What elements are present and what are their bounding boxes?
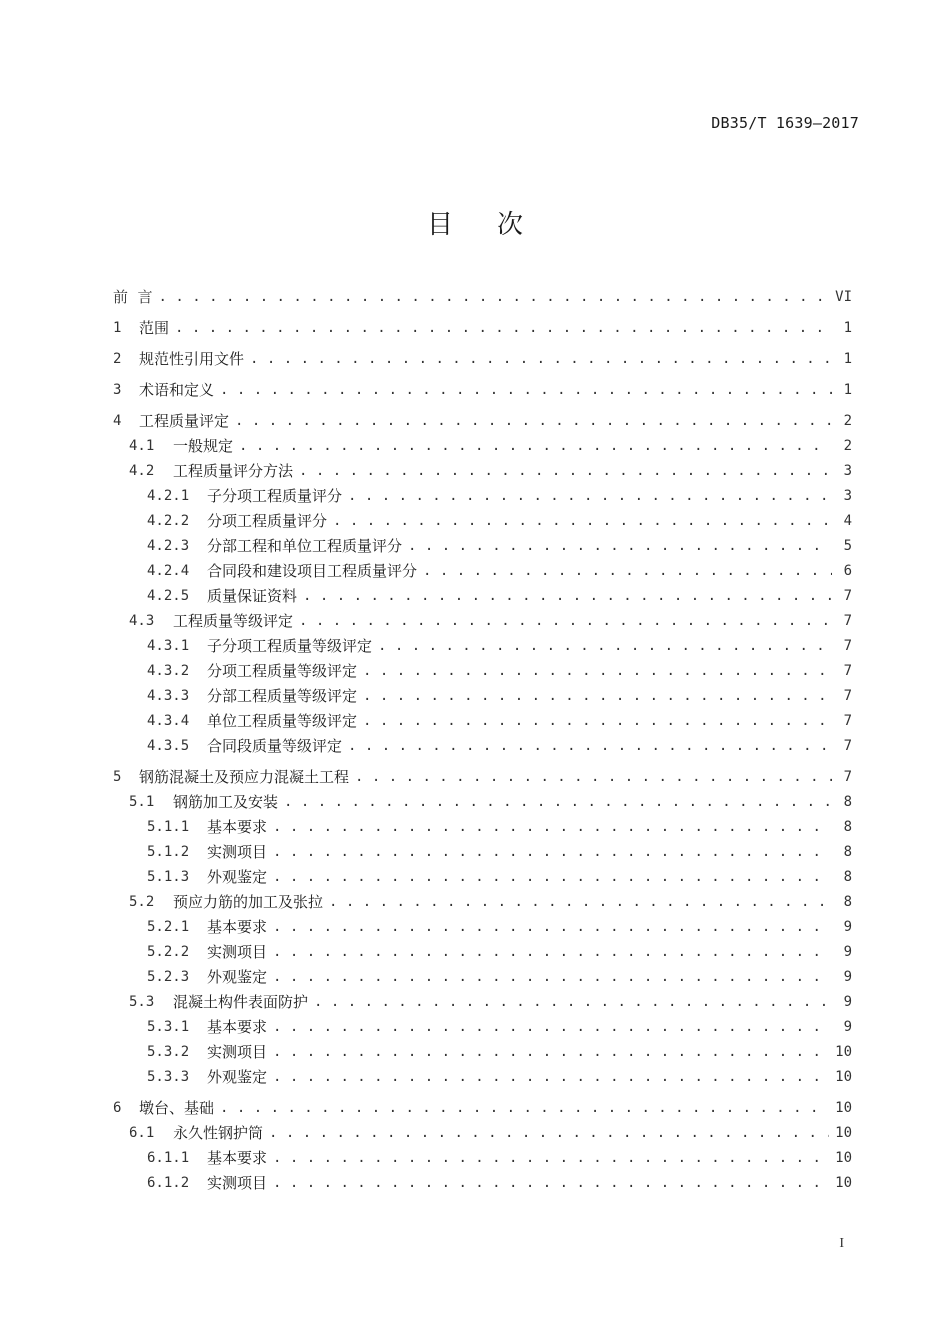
toc-entry[interactable]: [113, 1096, 852, 1121]
toc-entry-title: 单位工程质量等级评定: [207, 712, 358, 730]
toc-entry-title: 范围: [139, 319, 170, 337]
toc-entry-title: 外观鉴定: [207, 868, 268, 886]
toc-leader-dots: [273, 965, 832, 990]
toc-entry-page: 7: [843, 769, 852, 785]
toc-entry-title: 混凝土构件表面防护: [173, 993, 309, 1011]
toc-leader-dots: [303, 584, 832, 609]
toc-entry[interactable]: [113, 840, 852, 865]
toc-entry-number: 5.1.2: [147, 844, 190, 860]
toc-entry-page: 10: [835, 1069, 852, 1085]
toc-entry-page: 10: [835, 1044, 852, 1060]
toc-entry-page: 3: [843, 488, 852, 504]
toc-entry-page: 8: [843, 894, 852, 910]
toc-entry-page: 7: [843, 713, 852, 729]
toc-leader-dots: [348, 734, 832, 759]
toc-entry-number: 5.2.2: [147, 944, 190, 960]
toc-leader-dots: [273, 1171, 829, 1196]
toc-entry-page: 8: [843, 794, 852, 810]
toc-leader-dots: [363, 709, 832, 734]
toc-leader-dots: [314, 990, 832, 1015]
toc-entry[interactable]: [113, 285, 852, 310]
toc-entry[interactable]: [113, 1146, 852, 1171]
toc-entry-title: 合同段质量等级评定: [207, 737, 343, 755]
toc-leader-dots: [273, 865, 832, 890]
toc-entry-page: 5: [843, 538, 852, 554]
toc-entry[interactable]: [113, 940, 852, 965]
toc-entry[interactable]: [113, 347, 852, 372]
toc-entry-page: 9: [843, 994, 852, 1010]
page-number: I: [839, 1236, 844, 1251]
toc-leader-dots: [250, 347, 832, 372]
document-code: DB35/T 1639—2017: [711, 114, 859, 132]
toc-entry-number: 4.3.4: [147, 713, 190, 729]
toc-entry-number: 6.1.2: [147, 1175, 190, 1191]
toc-leader-dots: [273, 1040, 829, 1065]
toc-entry-number: 4.2.4: [147, 563, 190, 579]
toc-leader-dots: [235, 409, 832, 434]
toc-entry-page: 9: [843, 1019, 852, 1035]
toc-entry-title: 永久性钢护筒: [173, 1124, 264, 1142]
toc-entry-title: 实测项目: [207, 1043, 268, 1061]
toc-leader-dots: [408, 534, 832, 559]
toc-leader-dots: [273, 940, 832, 965]
toc-entry-title: 基本要求: [207, 1149, 268, 1167]
toc-entry-number: 4.2: [129, 463, 155, 479]
toc-entry-number: 3: [113, 382, 122, 398]
toc-leader-dots: [175, 316, 832, 341]
toc-entry-title: 实测项目: [207, 943, 268, 961]
toc-entry-title: 墩台、基础: [139, 1099, 215, 1117]
toc-entry-title: 预应力筋的加工及张拉: [173, 893, 324, 911]
toc-entry-number: 5: [113, 769, 122, 785]
toc-entry-number: 6.1: [129, 1125, 155, 1141]
toc-entry-number: 4.3.5: [147, 738, 190, 754]
toc-entry-page: 1: [843, 382, 852, 398]
toc-entry-title: 实测项目: [207, 843, 268, 861]
toc-entry-page: 1: [843, 320, 852, 336]
toc-entry-title: 钢筋混凝土及预应力混凝土工程: [139, 768, 350, 786]
toc-leader-dots: [273, 1146, 829, 1171]
toc-entry-page: 10: [835, 1175, 852, 1191]
toc-leader-dots: [269, 1121, 829, 1146]
toc-entry[interactable]: [113, 1171, 852, 1196]
toc-entry[interactable]: [113, 434, 852, 459]
toc-entry[interactable]: [113, 634, 852, 659]
toc-entry[interactable]: [113, 584, 852, 609]
toc-entry[interactable]: [113, 409, 852, 434]
toc-entry-number: 4: [113, 413, 122, 429]
toc-entry-title: 分部工程质量等级评定: [207, 687, 358, 705]
toc-entry-title: 实测项目: [207, 1174, 268, 1192]
toc-entry-title: 术语和定义: [139, 381, 215, 399]
toc-entry-page: 1: [843, 351, 852, 367]
toc-entry-title: 分项工程质量评分: [207, 512, 328, 530]
toc-entry-title: 工程质量评定: [139, 412, 230, 430]
toc-entry-title: 分项工程质量等级评定: [207, 662, 358, 680]
toc-entry-page: 8: [843, 819, 852, 835]
toc-entry[interactable]: [113, 316, 852, 341]
toc-leader-dots: [284, 790, 832, 815]
toc-leader-dots: [273, 915, 832, 940]
toc-entry-number: 4.1: [129, 438, 155, 454]
toc-entry-page: 8: [843, 869, 852, 885]
toc-entry-number: 4.2.5: [147, 588, 190, 604]
toc-entry-title: 外观鉴定: [207, 968, 268, 986]
toc-entry[interactable]: [113, 684, 852, 709]
toc-leader-dots: [273, 840, 832, 865]
toc-entry-page: 7: [843, 638, 852, 654]
toc-entry-page: 10: [835, 1125, 852, 1141]
toc-entry[interactable]: [113, 734, 852, 759]
toc-leader-dots: [299, 609, 832, 634]
toc-leader-dots: [159, 285, 830, 310]
toc-entry-page: 10: [835, 1100, 852, 1116]
toc-entry[interactable]: [113, 865, 852, 890]
toc-entry-number: 4.2.1: [147, 488, 190, 504]
toc-entry-number: 5.3.1: [147, 1019, 190, 1035]
toc-entry-title: 外观鉴定: [207, 1068, 268, 1086]
toc-entry[interactable]: [113, 790, 852, 815]
toc-entry-title: 一般规定: [173, 437, 234, 455]
toc-leader-dots: [220, 1096, 829, 1121]
toc-entry[interactable]: [113, 559, 852, 584]
toc-entry-page: 7: [843, 613, 852, 629]
toc-entry[interactable]: [113, 965, 852, 990]
toc-entry-title: 工程质量评分方法: [173, 462, 294, 480]
toc-entry[interactable]: [113, 659, 852, 684]
toc-entry-page: 4: [843, 513, 852, 529]
toc-entry-number: 4.3.3: [147, 688, 190, 704]
toc-entry-number: 6.1.1: [147, 1150, 190, 1166]
toc-entry[interactable]: [113, 509, 852, 534]
toc-entry-title: 工程质量等级评定: [173, 612, 294, 630]
toc-entry-number: 4.3.2: [147, 663, 190, 679]
toc-entry[interactable]: [113, 609, 852, 634]
toc-entry-page: 9: [843, 969, 852, 985]
toc-entry-page: 3: [843, 463, 852, 479]
toc-entry[interactable]: [113, 765, 852, 790]
toc-leader-dots: [423, 559, 832, 584]
table-of-contents: [113, 285, 852, 1196]
toc-leader-dots: [333, 509, 832, 534]
toc-leader-dots: [329, 890, 832, 915]
toc-entry[interactable]: [113, 1065, 852, 1090]
toc-entry-title: 基本要求: [207, 818, 268, 836]
toc-entry-number: 5.2.3: [147, 969, 190, 985]
toc-entry-number: 4.3.1: [147, 638, 190, 654]
toc-entry-number: 2: [113, 351, 122, 367]
toc-leader-dots: [273, 815, 832, 840]
toc-entry-number: 1: [113, 320, 122, 336]
toc-entry-number: 4.2.3: [147, 538, 190, 554]
toc-entry-page: 2: [843, 413, 852, 429]
toc-entry-number: 前 言: [113, 288, 153, 306]
toc-entry-page: 7: [843, 688, 852, 704]
toc-entry-number: 5.2.1: [147, 919, 190, 935]
toc-entry-page: 9: [843, 944, 852, 960]
toc-entry-title: 基本要求: [207, 918, 268, 936]
toc-entry-title: 分部工程和单位工程质量评分: [207, 537, 403, 555]
title-char-1: 目: [426, 210, 453, 240]
toc-leader-dots: [220, 378, 832, 403]
toc-entry-number: 5.1.3: [147, 869, 190, 885]
toc-entry[interactable]: [113, 1040, 852, 1065]
toc-entry-title: 钢筋加工及安装: [173, 793, 279, 811]
toc-entry-number: 5.3: [129, 994, 155, 1010]
title-char-2: 次: [497, 210, 524, 240]
toc-entry-page: 10: [835, 1150, 852, 1166]
toc-leader-dots: [239, 434, 832, 459]
toc-entry[interactable]: [113, 378, 852, 403]
toc-entry[interactable]: [113, 534, 852, 559]
toc-entry-number: 4.2.2: [147, 513, 190, 529]
toc-entry-number: 5.3.3: [147, 1069, 190, 1085]
toc-entry-number: 5.1.1: [147, 819, 190, 835]
toc-leader-dots: [299, 459, 832, 484]
toc-leader-dots: [363, 659, 832, 684]
toc-entry[interactable]: [113, 1015, 852, 1040]
page-title: [0, 204, 950, 241]
toc-entry-title: 合同段和建设项目工程质量评分: [207, 562, 418, 580]
toc-entry-number: 5.2: [129, 894, 155, 910]
toc-entry[interactable]: [113, 915, 852, 940]
toc-leader-dots: [273, 1065, 829, 1090]
toc-entry-page: 8: [843, 844, 852, 860]
toc-entry-number: 5.1: [129, 794, 155, 810]
toc-entry-title: 子分项工程质量等级评定: [207, 637, 373, 655]
toc-entry-page: 7: [843, 663, 852, 679]
toc-entry[interactable]: [113, 1121, 852, 1146]
toc-entry[interactable]: [113, 815, 852, 840]
toc-entry-page: 2: [843, 438, 852, 454]
toc-entry[interactable]: [113, 990, 852, 1015]
toc-entry[interactable]: [113, 890, 852, 915]
toc-entry-title: 质量保证资料: [207, 587, 298, 605]
toc-leader-dots: [348, 484, 832, 509]
toc-leader-dots: [355, 765, 832, 790]
toc-entry-number: 4.3: [129, 613, 155, 629]
toc-entry-page: 6: [843, 563, 852, 579]
toc-entry[interactable]: [113, 709, 852, 734]
toc-entry[interactable]: [113, 484, 852, 509]
toc-entry-page: VI: [835, 289, 852, 305]
toc-entry-page: 7: [843, 738, 852, 754]
toc-entry-page: 9: [843, 919, 852, 935]
toc-entry-title: 基本要求: [207, 1018, 268, 1036]
toc-entry-title: 规范性引用文件: [139, 350, 245, 368]
toc-entry-number: 5.3.2: [147, 1044, 190, 1060]
toc-leader-dots: [378, 634, 832, 659]
toc-entry-title: 子分项工程质量评分: [207, 487, 343, 505]
toc-leader-dots: [363, 684, 832, 709]
toc-entry-page: 7: [843, 588, 852, 604]
toc-entry-number: 6: [113, 1100, 122, 1116]
toc-entry[interactable]: [113, 459, 852, 484]
toc-leader-dots: [273, 1015, 832, 1040]
